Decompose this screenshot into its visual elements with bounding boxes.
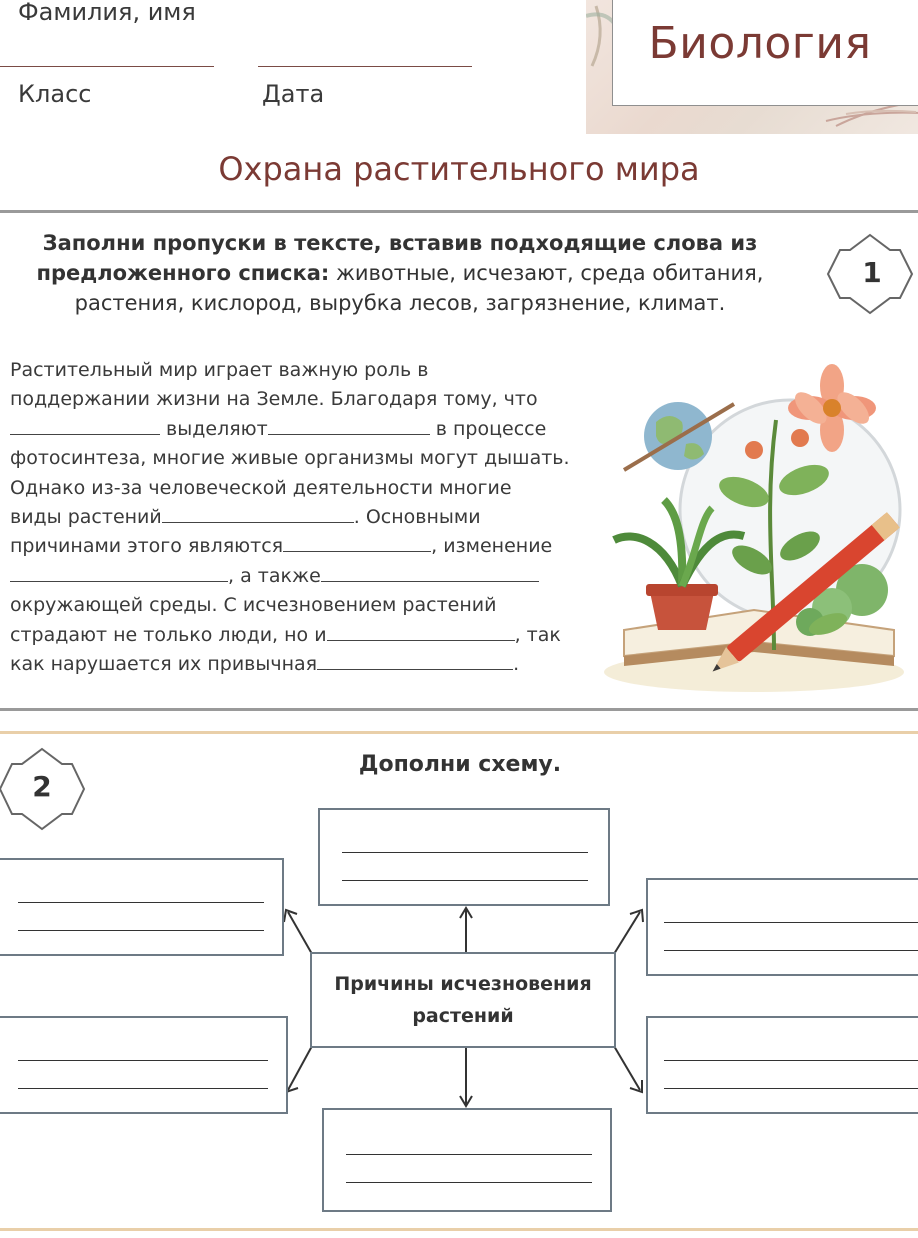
schema-box-top[interactable]: [318, 808, 610, 906]
schema-box-bottom[interactable]: [322, 1108, 612, 1212]
text-fragment: .: [513, 653, 520, 676]
text-line: окружающей среды. С исчезновением растений: [10, 594, 497, 617]
schema-center-box: [310, 952, 616, 1048]
answer-line[interactable]: [342, 880, 588, 881]
answer-line[interactable]: [18, 930, 264, 931]
answer-line[interactable]: [664, 922, 918, 923]
instruction-bold-2: предложенного списка:: [36, 261, 330, 285]
center-line-2: растений: [412, 1005, 514, 1027]
schema-box-right-lower[interactable]: [646, 1016, 918, 1114]
word-list-1: животные, исчезают, среда обитания,: [335, 261, 764, 285]
task2-number: 2: [32, 770, 52, 803]
schema-box-left-lower[interactable]: [0, 1016, 288, 1114]
subject-title: Биология: [648, 18, 872, 69]
task2-title: Дополни схему.: [358, 752, 562, 777]
page-title: Охрана растительного мира: [218, 150, 700, 188]
answer-line[interactable]: [664, 1088, 918, 1089]
schema-box-right-upper[interactable]: [646, 878, 918, 976]
answer-line[interactable]: [342, 852, 588, 853]
text-fragment: . Основными: [353, 506, 481, 529]
answer-line[interactable]: [346, 1182, 592, 1183]
answer-line[interactable]: [346, 1154, 592, 1155]
schema-box-left-upper[interactable]: [0, 858, 284, 956]
instruction-bold-1: Заполни пропуски в тексте, вставив подходящие слова из: [42, 231, 758, 255]
answer-line[interactable]: [18, 1088, 268, 1089]
word-list-2: растения, кислород, вырубка лесов, загрязнение, климат.: [74, 291, 726, 315]
answer-line[interactable]: [18, 1060, 268, 1061]
text-line: Растительный мир играет важную роль в: [10, 359, 429, 381]
text-fragment: как нарушается их привычная: [10, 653, 318, 676]
text-fragment: выделяют: [166, 417, 268, 440]
text-line: Однако из-за человеческой деятельности многие: [10, 476, 512, 499]
answer-line[interactable]: [664, 1060, 918, 1061]
text-fragment: страдают не только люди, но и: [10, 623, 327, 646]
divider-bottom: [0, 1228, 918, 1231]
name-label: Фамилия, имя: [18, 0, 196, 26]
text-fragment: , изменение: [431, 535, 553, 558]
text-fragment: виды растений: [10, 506, 162, 529]
text-fragment: , а также: [228, 564, 321, 587]
answer-line[interactable]: [18, 902, 264, 903]
text-fragment: , так: [514, 623, 561, 646]
task1-number: 1: [862, 256, 882, 289]
center-line-1: Причины исчезновения: [334, 973, 592, 995]
answer-line[interactable]: [664, 950, 918, 951]
text-fragment: причинами этого являются: [10, 535, 284, 558]
text-line: фотосинтеза, многие живые организмы могут дышать.: [10, 447, 570, 470]
text-line: поддержании жизни на Земле. Благодаря тому, что: [10, 388, 538, 411]
class-label: Класс: [18, 80, 92, 108]
text-fragment: в процессе: [435, 417, 547, 440]
date-label: Дата: [262, 80, 325, 108]
